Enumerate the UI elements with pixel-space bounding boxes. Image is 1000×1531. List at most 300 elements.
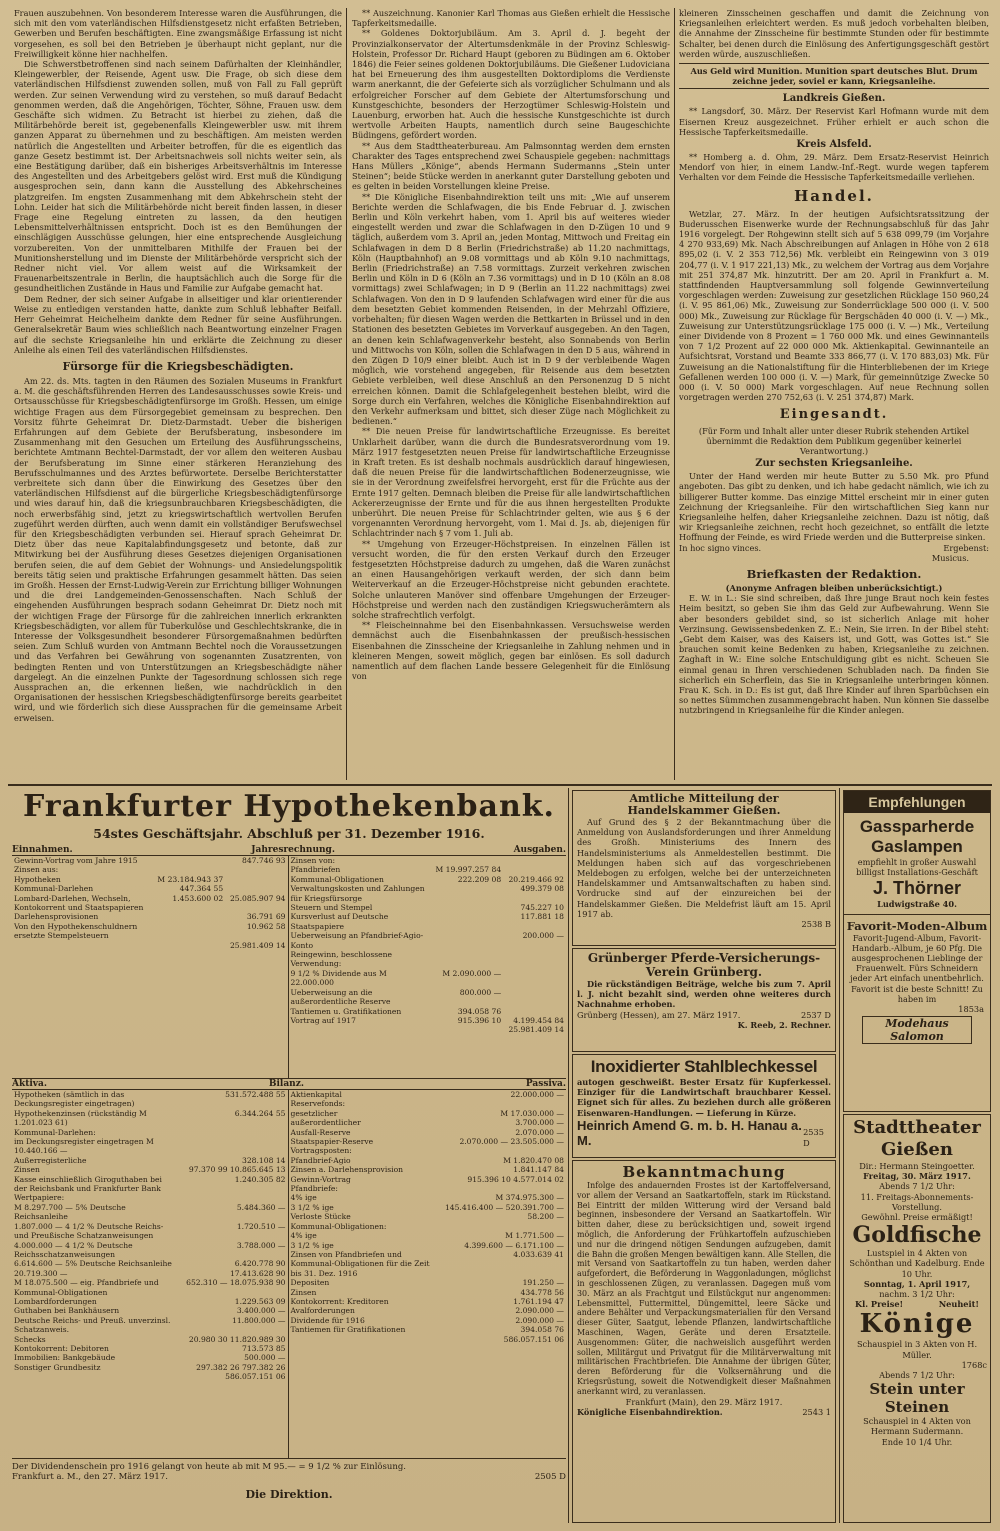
table-cell-label <box>12 941 152 950</box>
table-row <box>289 1306 567 1315</box>
table-row <box>12 884 288 893</box>
table-cell-label: Zinsen von Pfandbriefen und Kommunal-Obligationen für die Zeit bis 31. Dez. 1916 <box>290 1249 430 1278</box>
table-row <box>289 1335 567 1344</box>
table-cell-amount: 58.200 — <box>527 1212 564 1222</box>
table-cell-amount: 25.981.409 14 <box>508 1025 564 1035</box>
play-title-koenige: Könige <box>859 1309 975 1340</box>
income-table <box>12 856 288 950</box>
bank-footer <box>12 1472 566 1482</box>
table-row <box>12 875 288 884</box>
letter-greeting: Ergebenst: <box>943 542 989 553</box>
table-row <box>12 856 288 865</box>
table-cell-amount <box>503 950 566 969</box>
table-cell-label: Dividende für 1916 <box>290 1315 365 1325</box>
table-cell-amount <box>430 1025 504 1034</box>
gas-title: Gassparherde Gaslampen <box>859 817 975 856</box>
slogan-box <box>679 63 989 89</box>
table-cell-amount: M 2.090.000 — <box>442 968 502 978</box>
table-row <box>12 1316 288 1335</box>
table-row <box>289 884 567 903</box>
table-row <box>289 1016 567 1025</box>
table-cell-label: Lombardforderungen <box>14 1296 97 1306</box>
table-cell-amount: 20.980 30 11.820.989 30 <box>188 1334 286 1344</box>
table-row <box>12 1156 288 1165</box>
table-cell-amount <box>503 988 566 1007</box>
section-heading: Kreis Alsfeld. <box>796 139 872 151</box>
table-cell-amount: 4.033.639 41 <box>513 1249 564 1259</box>
table-cell-amount <box>430 903 504 912</box>
play-title-goldfische: Goldfische <box>852 1222 982 1249</box>
table-cell-amount: 191.250 — <box>522 1278 564 1288</box>
table-cell-label: 4% ige <box>290 1231 317 1241</box>
disclaimer-note: (Für Form und Inhalt aller unter dieser Rubrik stehenden Artikel übernimmt die Redaktion dem Publikum gegenüber keinerlei Verantwortung.) <box>698 425 970 456</box>
jahresrechnung-header <box>12 845 566 856</box>
ad-text: Die rückständigen Beiträge, welche bis zum 7. April l. J. nicht bezahlt sind, werden ohne weiteres durch Nachnahme erhoben. <box>577 979 831 1010</box>
empfehlungen-header: Empfehlungen <box>844 791 990 813</box>
table-row <box>12 1175 288 1194</box>
table-cell-amount: 4.199.454 84 <box>513 1015 564 1025</box>
table-cell-amount: 1.761.194 47 <box>513 1296 564 1306</box>
passiva-table <box>289 1090 567 1344</box>
table-cell-amount: 586.057.151 06 <box>503 1334 564 1344</box>
table-row <box>289 1099 567 1108</box>
table-cell-amount <box>152 922 225 941</box>
table-cell-amount <box>443 1146 566 1155</box>
table-row <box>289 912 567 931</box>
stadttheater-ad <box>843 1114 991 1523</box>
table-cell-label: Vortragsposten: <box>290 1146 352 1156</box>
table-cell-amount: 652.310 — 18.075.938 90 <box>186 1278 286 1288</box>
section-heading-handel: Handel. <box>794 186 874 205</box>
article-paragraph: Frauen auszubehnen. Von besonderem Interesse waren die Ausführungen, die sich mit den vom vaterländischen Hilfsdienstgesetz nicht erfaßten Betrieben, Gewerben und Berufen beschäftigten. Eine zwangsmäßige Erfassung ist nicht vorgesehen, es soll bei den Betrieben je überhaupt nicht geplant, nur die Freiwilligkeit könne hier nachhelfen. <box>14 8 342 59</box>
section-divider <box>8 784 992 786</box>
expense-side <box>289 856 567 1078</box>
table-cell-label: 3 1/2 % ige <box>290 1240 334 1250</box>
table-cell-label: Guthaben bei Bankhäusern <box>14 1306 120 1316</box>
ad-code: 2538 B <box>801 919 831 930</box>
news-item: kleineren Zinsscheinen geschaffen und damit die Zeichnung von Kriegsanleihen erleichtert werden. Es muß jedoch vorbehalten bleiben, die Annahme der Zinsscheine für bestimmte Stunden oder für bestimmte Schalter, bei denen durch die Einlösung des Anfertigungsgeschäft gestört werden würde, auszuschließen. <box>679 8 989 59</box>
table-cell-label: Hypotheken (sämtlich in das Deckungsregister eingetragen) <box>14 1090 135 1109</box>
album-text: Favorit-Jugend-Album, Favorit-Handarb.-Album, je 60 Pfg. Die ausgesprochenen Lieblinge der Frauenwelt. Fürs Schneidern jeder Art einfach unentbehrlich. Favorit ist die beste Schnitt! Zu haben im <box>850 932 984 1004</box>
play-description: Lustspiel in 4 Akten von Schönthan und Kadelburg. Ende 10 Uhr. <box>849 1248 985 1279</box>
table-row <box>289 1288 567 1297</box>
table-cell-label: Pfandbriefe: <box>290 1184 338 1194</box>
gas-text: empfiehlt in großer Auswahl billigst Installations-Geschäft <box>856 857 978 878</box>
table-cell-label: Pfandbriefen <box>290 865 341 875</box>
table-cell-label: Verwaltungskosten und Zahlungen für Kriegsfürsorge <box>290 884 425 903</box>
table-cell-amount: 586.057.151 06 <box>225 1372 286 1382</box>
bank-title: Frankfurter Hypothekenbank. <box>23 789 555 824</box>
table-cell-amount: M 374.975.300 — <box>495 1193 564 1203</box>
table-cell-amount: 745.227 10 <box>520 903 564 913</box>
table-row <box>289 1325 567 1334</box>
table-cell-label: Zinsen a. Darlehensprovision <box>290 1165 404 1175</box>
table-cell-amount: 4.399.600 — 6.171.100 — <box>464 1240 564 1250</box>
news-item: ** Fleischeinnahme bei den Eisenbahnkassen. Versuchsweise werden demnächst auch die Eisenbahnkassen der preußisch-hessischen Eisenbahnen die Zinsscheine der Kriegsanleihe in Zahlung nehmen und in kleineren Mengen, soweit möglich, gegen bar einlösen. Es soll dadurch namentlich auf dem flachen Lande bessere Gelegenheit für die Einlösung von <box>352 620 670 682</box>
table-row <box>289 988 567 1007</box>
table-row <box>12 912 288 921</box>
table-cell-amount: 1.841.147 84 <box>513 1165 564 1175</box>
album-title: Favorit-Moden-Album <box>846 918 988 933</box>
table-row <box>289 1250 567 1278</box>
theater-title: Stadttheater Gießen <box>853 1117 981 1160</box>
bank-statement <box>12 788 566 1523</box>
table-cell-label: Hypothekenzinsen (rückständig M 1.201.023 61) <box>14 1108 147 1128</box>
table-cell-label: Kontokorrent: Debitoren <box>14 1343 109 1353</box>
table-cell-amount: M 19.997.257 84 <box>435 865 502 875</box>
ad-signature: Königliche Eisenbahndirektion. <box>577 1406 723 1417</box>
table-row <box>289 1222 567 1231</box>
table-row <box>289 856 567 865</box>
gas-address: Ludwigstraße 40. <box>877 899 957 910</box>
column-divider <box>839 788 840 1523</box>
table-cell-label: Staatspapier-Reserve <box>290 1137 374 1147</box>
table-cell-label: Steuern und Stempel <box>290 903 373 913</box>
table-cell-amount <box>503 865 566 874</box>
table-cell-amount <box>443 1184 566 1193</box>
table-cell-amount: 3.400.000 — <box>236 1306 286 1316</box>
table-cell-label: Von den Hypothekenschuldnern ersetzte Stempelsteuern <box>14 921 138 941</box>
table-cell-label: Tantiemen u. Gratifikationen <box>290 1006 402 1016</box>
table-cell-label: Zinsen <box>14 1165 40 1175</box>
play-description: Schauspiel in 3 Akten von H. Müller. <box>856 1339 978 1360</box>
right-column <box>679 8 989 780</box>
table-cell-amount <box>177 1137 288 1156</box>
table-row <box>289 1193 567 1202</box>
table-cell-label: Tantiemen für Gratifikationen <box>290 1325 406 1335</box>
column-divider <box>346 8 347 780</box>
table-cell-amount: 6.420.778 90 <box>234 1259 286 1269</box>
table-row <box>289 1297 567 1306</box>
table-cell-amount: 22.000.000 — <box>510 1090 564 1099</box>
table-row <box>289 1109 567 1118</box>
table-cell-amount: 10.962 58 <box>246 921 286 931</box>
table-cell-label <box>12 1372 177 1381</box>
middle-column <box>352 8 670 780</box>
bilanz-header <box>12 1078 566 1090</box>
table-row <box>12 1109 288 1128</box>
table-row <box>289 1231 567 1240</box>
theater-new-badge: Neuheit! <box>938 1299 979 1310</box>
article-paragraph: Dem Redner, der sich seiner Aufgabe in allseitiger und klar orientierender Weise zu entledigen verstanden hatte, dankte zum Schluß lebhafter Beifall. Herr Geheimrat Heichelheim dankte dem Redner für seine Ausführungen. Generalsekretär Baum wies schließlich nach Beantwortung einzelner Fragen auf die sechste Kriegsanleihe hin und erklärte die Zeichnung zu dieser Anleihe als einen Teil des vaterländischen Hilfsdienstes. <box>14 293 342 355</box>
table-row <box>12 1306 288 1315</box>
table-cell-label: 4% ige <box>290 1193 317 1203</box>
table-cell-label: 9 1/2 % Dividende aus M 22.000.000 <box>290 968 387 988</box>
table-cell-label: Darlehensprovisionen <box>14 912 99 922</box>
theater-time: Abends 7 1/2 Uhr: <box>879 1181 955 1192</box>
table-cell-amount: 11.800.000 — <box>232 1315 286 1325</box>
table-row <box>12 1137 288 1156</box>
letter-text: Unter der Hand werden mir heute Butter zu 5.50 Mk. pro Pfund angeboten. Das gibt zu denken, und ich habe gedacht nämlich, wie ich zu billigerer Butter komme. Das einzige Mittel erscheint mir in einer guten Zeichnung der Kriegsanleihe. Für den wirtschaftlichen Sieg kann nur Kriegsanleihe helfen, daher Kriegsanleihe zeichnen. Dazu ist nötig, daß wir Kriegsanleihe zeichnen, recht hoch gezeichnet, so entfällt die letzte Hoffnung der Feinde, es wird Friede werden und die Butterpreise sinken. <box>679 471 989 543</box>
table-cell-amount <box>152 912 225 921</box>
play-title-stein: Stein unter Steinen <box>869 1380 965 1417</box>
table-cell-label <box>289 1025 430 1034</box>
table-row <box>12 1269 288 1278</box>
ad-footer <box>577 1407 831 1417</box>
table-cell-amount: 25.981.409 14 <box>229 940 286 950</box>
column-divider <box>674 8 675 780</box>
table-cell-label: Ueberweisung an Pfandbrief-Agio-Konto <box>290 931 424 950</box>
aktiva-label: Aktiva. <box>12 1079 47 1089</box>
table-cell-amount: 847.746 93 <box>242 856 286 865</box>
table-cell-amount: 25.085.907 94 <box>229 893 286 903</box>
table-cell-amount <box>430 856 504 865</box>
table-cell-label: Depositen <box>290 1278 330 1288</box>
table-row <box>12 1278 288 1297</box>
stahlblechkessel-ad <box>572 1054 836 1158</box>
table-cell-amount: 222.209 08 <box>457 874 502 884</box>
ad-signature: K. Reeb, 2. Rechner. <box>737 1019 831 1030</box>
table-cell-amount <box>430 884 504 903</box>
table-row <box>12 1335 288 1344</box>
table-cell-label: 20.719.300 — <box>14 1268 68 1278</box>
news-item: Wetzlar, 27. März. In der heutigen Aufsichtsratssitzung der Buderusschen Eisenwerke wurde der Rechnungsabschluß für das Jahr 1916 vorgelegt. Der Rohgewinn stellt sich auf 5 638 099,79 (im Vorjahre 4 270 933,69) Mk. Nach Abschreibungen auf Anlagen in Höhe von 2 618 895,02 (i. V. 2 353 712,56) Mk. verbleibt ein Reingewinn von 3 019 204,77 (i. V. 1 917 221,13) Mk., zu welchem der Vortrag aus dem Vorjahre mit 251 374,87 Mk. hinzutritt. Der am 20. April in Frankfurt a. M. stattfindenden Hauptversammlung soll folgende Gewinnverteilung vorgeschlagen werden: Zuweisung zur gesetzlichen Rücklage 150 960,24 (i. V. 95 861,06) Mk., Zuweisung zur Sonderrücklage 500 000 (i. V. 500 000) Mk., Zuweisung zur Rücklage für Bergschäden 40 000 (i. V. —) Mk., Zuweisung zur Unterstützungsrücklage 175 000 (i. V. —) Mk., Verteilung einer Dividende von 8 Prozent = 1 760 000 Mk. und eines Gewinnanteils von 7 1/2 Prozent auf 22 000 000 Mk. Aktienkapital. Gewinnanteile an Aufsichtsrat, Vorstand und Beamte 333 866,77 (i. V. 170 883,03) Mk. Für Zuweisung an die Nationalstiftung für die Hinterbliebenen der im Kriege Gefallenen werden 100 000 (i. V. —) Mark, für gemeinnützige Zwecke 50 000 (i. V. 50 000) Mark vorgeschlagen. Auf neue Rechnung sollen vorgetragen werden 270 752,63 (i. V. 251 374,87) Mark. <box>679 208 989 403</box>
ad-title: Amtliche Mitteilung der Handelskammer Gießen. <box>627 792 781 817</box>
table-row <box>12 1241 288 1260</box>
table-cell-amount: 915.396 10 <box>457 1015 502 1025</box>
table-row <box>289 865 567 874</box>
table-cell-label: Gewinn-Vortrag <box>290 1174 351 1184</box>
table-cell-label: Kasse einschließlich Giroguthaben bei der Reichsbank und Frankfurter Bank <box>14 1174 162 1194</box>
table-cell-label: Vortrag auf 1917 <box>290 1015 356 1025</box>
table-cell-amount: 3.700.000 — <box>515 1118 564 1128</box>
table-row <box>289 950 567 969</box>
news-item: ** Goldenes Doktorjubiläum. Am 3. April d. J. begeht der Provinzialkonservator der Altertumsdenkmäle in der Provinz Schleswig-Holstein, Professor Dr. Richard Haupt (geboren zu Büdingen am 6. Oktober 1846) die Feier seines goldenen Doktorjubiläums. Die Gießener Ludoviciana hat bei Erneuerung des ihm ausgestellten Doktordiploms die Verdienste warm anerkannt, die der Gefeierte sich als vorzüglicher Schulmann und als erfolgreicher Forscher auf dem Gebiete der Altertumsforschung und Kunstgeschichte, besonders der Herzogtümer Schleswig-Holstein und Lauenburg, erworben hat. Auch die hessische Kunstgeschichte ist durch wertvolle Arbeiten Haupts, namentlich durch seine Baugeschichte Büdingens, gefördert worden. <box>352 28 670 141</box>
news-item: ** Die neuen Preise für landwirtschaftliche Erzeugnisse. Es bereitet Unklarheit darüber, wann die durch die Bundesratsverordnung vom 19. März 1917 festgesetzten neuen Preise für landwirtschaftliche Erzeugnisse in Kraft treten. Es ist deshalb nochmals ausdrücklich darauf hingewiesen, daß die neuen Preise für die landwirtschaftlichen Bodenerzeugnisse, wie sie in der Verordnung zweifelsfrei hervorgeht, erst für die Früchte aus der Ernte 1917 gelten. Demnach bleiben die Preise für alle landwirtschaftlichen Ackererzeugnisse der Ernte und für die aus ihnen hergestellten Produkte unberührt. Die neuen Preise für Schlachtrinder gelten, wie aus § 6 der vorgenannten Verordnung hervorgeht, vom 1. Mai d. Js. ab, diejenigen für Schlachtrinder nach § 7 vom 1. Juli ab. <box>352 426 670 539</box>
ad-code: 2543 1 <box>802 1406 831 1417</box>
theater-director: Dir.: Hermann Steingoetter. <box>859 1161 975 1171</box>
income-side <box>12 856 289 1078</box>
table-cell-amount: 434.778 56 <box>520 1287 564 1297</box>
table-row <box>12 1297 288 1306</box>
table-row <box>289 903 567 912</box>
table-row <box>12 1090 288 1109</box>
bank-subtitle: 54stes Geschäftsjahr. Abschluß per 31. Dezember 1916. <box>93 826 485 841</box>
table-cell-label: 4.000.000 — 4 1/2 % Deutsche Reichsschatzanweisungen <box>14 1240 133 1259</box>
table-row <box>12 922 288 941</box>
table-row <box>289 1137 567 1146</box>
table-cell-label: Kursverlust auf Deutsche Staatspapiere <box>290 912 389 931</box>
letter-signature: Musicus. <box>931 552 969 563</box>
table-cell-amount <box>225 865 287 874</box>
theater-code: 1768c <box>961 1359 987 1370</box>
news-item: ** Auszeichnung. Kanonier Karl Thomas aus Gießen erhielt die Hessische Tapferkeitsmedaille. <box>352 8 670 29</box>
theater-abo: 11. Freitags-Abonnements-Vorstellung. <box>860 1191 974 1212</box>
table-cell-label: Pfandbrief-Agio <box>290 1155 351 1165</box>
ad-place: Grünberg (Hessen), am 27. März 1917. <box>577 1009 741 1020</box>
bank-code: 2505 D <box>534 1472 566 1483</box>
table-row <box>289 969 567 988</box>
modehaus-logo <box>862 1016 972 1044</box>
table-row <box>12 941 288 950</box>
table-cell-amount: 915.396 10 4.577.014 02 <box>467 1174 564 1184</box>
empfehlungen-ad <box>843 790 991 1112</box>
theater-time: nachm. 3 1/2 Uhr: <box>879 1289 955 1300</box>
table-row <box>289 1128 567 1137</box>
table-cell-label: Kommunal-Darlehen: <box>14 1127 96 1137</box>
article-paragraph: Am 22. ds. Mts. tagten in den Räumen des Sozialen Museums in Frankfurt a. M. die geschäftsführenden Herren des Landesausschusses sowie Kreis- und Ortsausschüsse für Kriegsbeschädigtenfürsorge im Großh. Hessen, um einige wichtige Fragen aus dem Fürsorgegebiet gemeinsam zu besprechen. Den Vorsitz führte Geheimrat Dr. Dietz-Darmstadt. Ueber die bisherigen Erfahrungen auf dem Gebiete der Berufsberatung, insbesondere im Zusammenhang mit den Gesuchen um Erteilung des Ausführungsscheins, berichtete Amtmann Bechtel-Darmstadt, der vor allem den weiteren Ausbau der Berufsberatung im Sinne einer stärkeren Heranziehung des Berufsschulmannes und des Arztes befürwortete. Derselbe Berichterstatter verbreitete sich dann über die Einwirkung des Gesetzes über den vaterländischen Hilfsdienst auf die bürgerliche Kriegsbeschädigtenfürsorge und wies darauf hin, daß die kriegsunbrauchbaren Kriegsbeschädigten, die noch erwerbsfähig sind, jetzt zu kriegswirtschaftlich wertvollen Berufen zugeführt werden dürften, auch wenn damit ein vollständiger Berufswechsel für den Kriegsbeschädigten verbunden sei. Hierauf sprach Geheimrat Dr. Dietz über das neue Kapitalabfindungsgesetz und betonte, daß zur Mitwirkung bei der Ausführung dieses Gesetzes diejenigen Organisationen berufen seien, die auf dem Gebiet der Wohnungs- und Ansiedelungspolitik bereits tätig seien und praktische Erfahrungen gesammelt hätten. Das seien im Großh. Hessen der Ernst-Ludwig-Verein zur Errichtung billiger Wohnungen und die drei Landgemeinden-Genossenschaften. Nach Schluß der eingehenden Ausführungen besprach sodann Geheimrat Dr. Dietz noch mit der wichtigen Frage der Fürsorge für die zahlreichen innerlich erkrankten Kriegsbeschädigten, vor allem für Tuberkulöse und Geschlechtskranke, die in Interesse der Volksgesundheit besonderer Fürsorgemaßnahmen bedürften seien. Zum Schluß wurden von Amtmann Bechtel noch die Voraussetzungen und das Verfahren bei Gewährung von sogenannten Zusatzrenten, von bedingten Renten und von Unterstützungen an Kriegsbeschädigte näher dargelegt. An die einzelnen Punkte der Tagesordnung schlossen sich rege Aussprachen an, die erkennen ließen, wie nachdrücklich in den Organisationen der hessischen Kriegsbeschädigtenfürsorge bereits gearbeitet wird, und wie förderlich sich diese Aussprachen für die gemeinsame Arbeit erweisen. <box>14 375 342 723</box>
table-cell-amount: 1.453.600 02 <box>172 893 224 903</box>
table-cell-amount: 500.000 — <box>244 1353 286 1363</box>
table-cell-amount <box>430 931 504 950</box>
theater-date: Sonntag, 1. April 1917, <box>863 1278 971 1289</box>
table-cell-amount: 20.219.466 92 <box>508 874 564 884</box>
ad-code: 2535 D <box>803 1127 824 1148</box>
table-cell-amount: 17.413.628 90 <box>229 1268 286 1278</box>
letter-signature-row <box>679 543 989 553</box>
table-cell-label: Ausfall-Reserve <box>290 1127 351 1137</box>
pferde-versicherung-ad <box>572 948 836 1052</box>
table-cell-label: Zinsen aus: <box>14 865 59 875</box>
dividend-note: Der Dividendenschein pro 1916 gelangt von heute ab mit M 95.— = 9 1/2 % zur Einlösung. <box>12 1458 566 1472</box>
table-row <box>12 1363 288 1372</box>
article-heading: Fürsorge für die Kriegsbeschädigten. <box>62 359 294 373</box>
table-row <box>12 894 288 913</box>
ad-company: Heinrich Amend G. m. b. H. Hanau a. M. <box>577 1117 802 1148</box>
table-cell-label: 6.614.600 — 5% Deutsche Reichsanleihe <box>14 1259 172 1269</box>
table-row <box>12 865 288 874</box>
theater-prices: Gewöhnl. Preise ermäßigt! <box>861 1212 973 1223</box>
table-cell-amount: 145.416.400 — 520.391.700 — <box>444 1202 564 1212</box>
table-cell-amount: 3.788.000 — <box>236 1240 286 1250</box>
ad-text: Auf Grund des § 2 der Bekanntmachung über die Anmeldung von Auslandsforderungen und ihrer Anmeldung des Großh. Ministeriums des Innern des Handelsministeriums als Anmeldestellen bestimmt. Die Meldungen haben sich auf das vorgeschriebenen Meldebogen zu erfolgen, welche bei der unterzeichneten Handelskammer und Amtsanwaltschaften zu haben sind. Vordrucke sind auf der einzureichen bei der Handelskammer Gießen. Die Meldefrist läuft am 15. April 1917 ab. <box>577 817 831 919</box>
table-cell-label: außerordentlicher <box>290 1118 361 1128</box>
table-cell-amount <box>225 875 287 884</box>
expense-label: Ausgaben. <box>513 845 566 855</box>
play-description: Schauspiel in 4 Akten von Hermann Sudermann. <box>863 1416 971 1437</box>
table-cell-amount: 36.791 69 <box>246 912 286 922</box>
ad-text: autogen geschweißt. Bester Ersatz für Kupferkessel. Einziger für die Landwirtschaft brauchbarer Kessel. Eignet sich für alles. Zu beziehen durch alle größeren Eisenwaren-Handlungen. — Lieferung in Kürze. <box>577 1077 831 1118</box>
gas-name: J. Thörner <box>872 878 961 899</box>
album-code: 1853a <box>958 1004 984 1015</box>
passiva-side <box>289 1090 567 1458</box>
table-cell-amount: 200.000 — <box>522 931 564 941</box>
table-cell-label: 3 1/2 % ige <box>290 1202 334 1212</box>
table-cell-amount <box>225 884 287 893</box>
table-cell-amount: 328.108 14 <box>242 1155 286 1165</box>
table-row <box>289 1146 567 1155</box>
table-cell-label: Ueberweisung an die außerordentliche Reserve <box>290 987 391 1007</box>
table-cell-amount: 297.382 26 797.382 26 <box>196 1362 286 1372</box>
briefkasten-text: E. W. in L.: Sie sind schreiben, daß Ihre junge Braut noch kein festes Heim besitzt, so geben Sie ihm das Geld zur Aufbewahrung. Wenn Sie aber besonders gebildet sind, so ist sicherlich Anlage mit hoher Verzinsung. Gewissensbedenken Z. E.: Nein, Sie irren. In der Bibel steht: „Gebt dem Kaiser, was des Kaisers ist, und Gott, was Gottes ist.“ Sie brauchen somit keine Bedenken zu haben, Kriegsanleihe zu zeichnen. Zaghaft in W.: Eine solche Entschuldigung gibt es nicht. Scheuen Sie einmal genau in Ihren verschiedenen Schubladen nach. Da finden Sie sicherlich ein Scherflein, das Sie in Kriegsanleihe unterbringen können. Frau K. Sch. in D.: Es ist gut, daß Ihre Kinder auf ihren Sparbüchsen ein so nettes Sümmchen zusammengebracht haben. Nun können Sie dasselbe nutzbringend in Kriegsanleihe für die Kinder anlegen. <box>679 593 989 716</box>
table-cell-amount: 2.070.000 — <box>515 1127 564 1137</box>
table-cell-label: Reservefonds: <box>290 1099 346 1109</box>
table-cell-label: Kommunal-Obligationen <box>290 874 384 884</box>
table-cell-label: Zinsen <box>290 1287 317 1297</box>
table-cell-label: Verloste Stücke <box>290 1212 351 1222</box>
passiva-label: Passiva. <box>525 1079 566 1089</box>
table-row <box>12 1372 288 1381</box>
table-cell-amount <box>430 950 504 969</box>
table-cell-label: Reingewinn, beschlossene Verwendung: <box>290 950 392 969</box>
table-row <box>12 1203 288 1222</box>
table-cell-label: M 8.297.700 — 5% Deutsche Reichsanleihe <box>14 1202 126 1222</box>
table-row <box>289 1090 567 1099</box>
table-cell-amount: 447.364 55 <box>179 884 224 894</box>
table-cell-amount: 97.370 99 10.865.645 13 <box>188 1165 286 1175</box>
news-item: ** Langsdorf, 30. März. Der Reservist Karl Hofmann wurde mit dem Eisernen Kreuz ausgezeichnet. Früher erhielt er auch schon die Hessische Tapferkeitsmedaille. <box>679 106 989 137</box>
table-row <box>289 875 567 884</box>
table-cell-label: Außerregisterliche <box>14 1155 87 1165</box>
table-row <box>289 1175 567 1184</box>
jahresrechnung-tables <box>12 856 566 1078</box>
table-cell-amount: 1.240.305 82 <box>234 1174 286 1184</box>
table-cell-label: Kommunal-Obligationen: <box>290 1221 387 1231</box>
bilanz-label: Bilanz. <box>268 1079 304 1089</box>
bekanntmachung-ad <box>572 1160 836 1523</box>
table-row <box>289 1165 567 1174</box>
table-cell-amount <box>503 856 566 865</box>
section-heading: Landkreis Gießen. <box>782 93 886 105</box>
table-cell-amount: 5.484.360 — <box>236 1202 286 1212</box>
table-cell-label: Aktienkapital <box>290 1090 342 1099</box>
table-cell-amount <box>443 1099 566 1108</box>
table-cell-amount <box>503 969 566 988</box>
ad-title: Bekanntmachung <box>622 1163 786 1181</box>
table-cell-amount: 800.000 — <box>459 987 502 997</box>
table-cell-label: Sonstiger Grundbesitz <box>14 1362 101 1372</box>
expense-table <box>289 856 567 1035</box>
table-cell-label: im Deckungsregister eingetragen M 10.440.166 — <box>14 1137 154 1156</box>
table-cell-label: Kontokorrent: Kreditoren <box>290 1296 389 1306</box>
left-column <box>14 8 342 780</box>
section-heading-briefkasten: Briefkasten der Redaktion. <box>746 566 922 581</box>
ad-divider <box>844 914 990 915</box>
article-heading: Zur sechsten Kriegsanleihe. <box>755 458 913 470</box>
table-cell-amount: 499.379 08 <box>520 884 564 894</box>
ad-title: Grünberger Pferde-Versicherungs-Verein Grünberg. <box>587 951 821 979</box>
ad-text: Infolge des andauernden Frostes ist der Kartoffelversand, vor allem der Versand an Saatkartoffeln, stark im Rückstand. Bei Eintritt der milden Witterung wird der Versand bald beginnen, insbesondere der Versand an Saatkartoffeln. Wir bitten daher, diese zu berücksichtigen und, soweit irgend möglich, die Anforderung der Frühkartoffeln aufzuschieben und nur die dringend nötigen Sendungen aufzugeben, damit die Bahn die großen Mengen bewältigen kann. Alle Stellen, die mit Versand von Saatkartoffeln zu tun haben, werden daher aufgefordert, die Beförderung in Waggonladungen, möglichst in geschlossenen Zügen, zu veranlassen. Dagegen muß vom 30. März an als Frachtgut und Eilstückgut nur angenommen: Lebensmittel, Futtermittel, Düngemittel, leere Säcke und andere Behälter und Verpackungsmaterialien für den Versand dieser Güter, Saatgut, lebende Pflanzen, landwirtschaftliche Maschinen, Wagen, Geräte und deren Ersatzteile. Ausgenommen: Güter, die nachweislich ausgeführt werden sollen, Militärgut und Privatgut für die Militärverwaltung mit militärischen Frachtbriefen. Die Annahme der übrigen Güter, deren Beförderung für die Volksernährung und die Kriegsrüstung, soweit die Notwendigkeit dieser Maßnahmen anerkannt wird, zu veranlassen. <box>577 1181 831 1396</box>
table-cell-label: Wertpapiere: <box>14 1193 65 1203</box>
slogan-text: Aus Geld wird Munition. Munition spart deutsches Blut. Drum zeichne jeder, soviel er kann, Kriegsanleihe. <box>690 66 978 87</box>
table-cell-amount: 1.229.563 09 <box>234 1296 286 1306</box>
table-cell-amount <box>152 856 225 865</box>
theater-price-row <box>847 1299 987 1309</box>
table-cell-label: M 18.075.500 — eig. Pfandbriefe und Kommunal-Obligationen <box>14 1278 159 1297</box>
ad-footer <box>577 1010 831 1020</box>
aktiva-side <box>12 1090 289 1458</box>
article-paragraph: Die Schwerstbetroffenen sind nach seinem Dafürhalten der Kleinhändler, Kleingewerbler, der Reisende, Agent usw. Die Frage, ob sich diese dem vaterländischen Hilfsdienst zuwenden sollen, muß von Fall zu Fall geprüft werden. Zur seinen Verwendung wird zu verstehen, so muß darauf Bedacht genommen werden, daß die Angehörigen, Töchter, Söhne, Frauen usw. dem Geschäfte sich widmen. Zu Betracht ist hierbei zu ziehen, daß die Militärbehörde bereit ist, gegebenenfalls Kleingewerbler usw. mit ihrem ganzen Apparat zu übernehmen und zu beschäftigen. Am meisten werden natürlich die Angestellten und Arbeiter betroffen, für die es eigentlich das ganze Gesetz bestimmt ist. Der Arbeitsnachweis soll nichts weiter sein, als eine Bestätigung darüber, daß ein bisheriges Arbeitsverhältnis im Interesse des Angestellten und des Arbeitgebers gelöst wird. Erst muß die Kündigung ausgesprochen sein, dann kann die Ausstellung des Abkehrscheines platzgreifen. Im engsten Zusammenhang mit dem Abkehrschein steht der Lohn. Leider hat sich die Militärbehörde nicht bereit finden lassen, in dieser Frage eine Regelung eintreten zu lassen, da den heutigen Lebensmittelverhältnissen entspricht. Doch ist es den Bemühungen der einschlägigen Ausschüsse gelungen, hier eine entsprechende Ausgleichung vorzubereiten. Von der unmittelbaren Mithilfe der Frauen bei der Munitionsherstellung und im Dienste der Militärbehörde verspricht sich der Redner nicht viel. Vor allem weist auf die Wirksamkeit der Frauenarbeitszentrale in Berlin, die hauptsächlich auch die Sorge für die gesundheitlichen Zustände in Haus und Familie zur Aufgabe gemacht hat. <box>14 59 342 294</box>
table-cell-label: Immobilien: Bankgebäude <box>14 1353 116 1363</box>
news-item: ** Homberg a. d. Ohm, 29. März. Dem Ersatz-Reservist Heinrich Mendorf von hier, in einem Landw.-Inf.-Regt. wurde wegen tapferem Verhalten vor dem Feinde die Hessische Tapferkeitsmedaille verliehen. <box>679 152 989 183</box>
table-cell-amount: M 23.184.943 37 <box>157 874 224 884</box>
table-cell-amount <box>177 1193 288 1202</box>
table-cell-label: Gewinn-Vortrag vom Jahre 1915 <box>14 856 138 865</box>
table-cell-amount: 2.090.000 — <box>515 1315 564 1325</box>
ad-title: Inoxidierter Stahlblechkessel <box>590 1057 818 1076</box>
table-cell-amount <box>503 1007 566 1016</box>
table-cell-label: Zinsen von: <box>290 856 336 865</box>
modehaus-name: Modehaus Salomon <box>885 1017 949 1044</box>
table-cell-label: Lombard-Darlehen, Wechseln, Kontokorrent und Staatspapieren <box>14 893 144 913</box>
table-cell-amount: 117.881 18 <box>520 912 564 922</box>
table-row <box>12 1344 288 1353</box>
table-row <box>12 1259 288 1268</box>
letter-motto: In hoc signo vinces. <box>679 542 762 553</box>
table-cell-amount: 2.070.000 — 23.505.000 — <box>459 1137 564 1147</box>
table-row <box>289 1156 567 1165</box>
news-item: ** Aus dem Stadttheaterbureau. Am Palmsonntag werden dem ernsten Charakter des Tages entsprechend zwei Schauspiele gegeben: nachmittags Hans Müllers „Könige“, abends Hermann Sudermanns „Stein unter Steinen“; beide Stücke werden in anerkannt guter Darstellung geboten und es gelten in beiden Vorstellungen kleine Preise. <box>352 140 670 192</box>
table-cell-amount: 713.573 85 <box>242 1343 286 1353</box>
theater-time: Abends 7 1/2 Uhr: <box>879 1370 955 1381</box>
table-row <box>289 1184 567 1193</box>
table-cell-amount: M 1.771.500 — <box>505 1231 564 1241</box>
table-cell-amount: 394.058 76 <box>457 1006 502 1016</box>
table-cell-label: gesetzlicher <box>290 1108 338 1118</box>
table-row <box>289 1007 567 1016</box>
table-cell-label: Deutsche Reichs- und Preuß. unverzinsl. Schatzanweis. <box>14 1315 171 1335</box>
table-cell-label: Schecks <box>14 1334 46 1344</box>
